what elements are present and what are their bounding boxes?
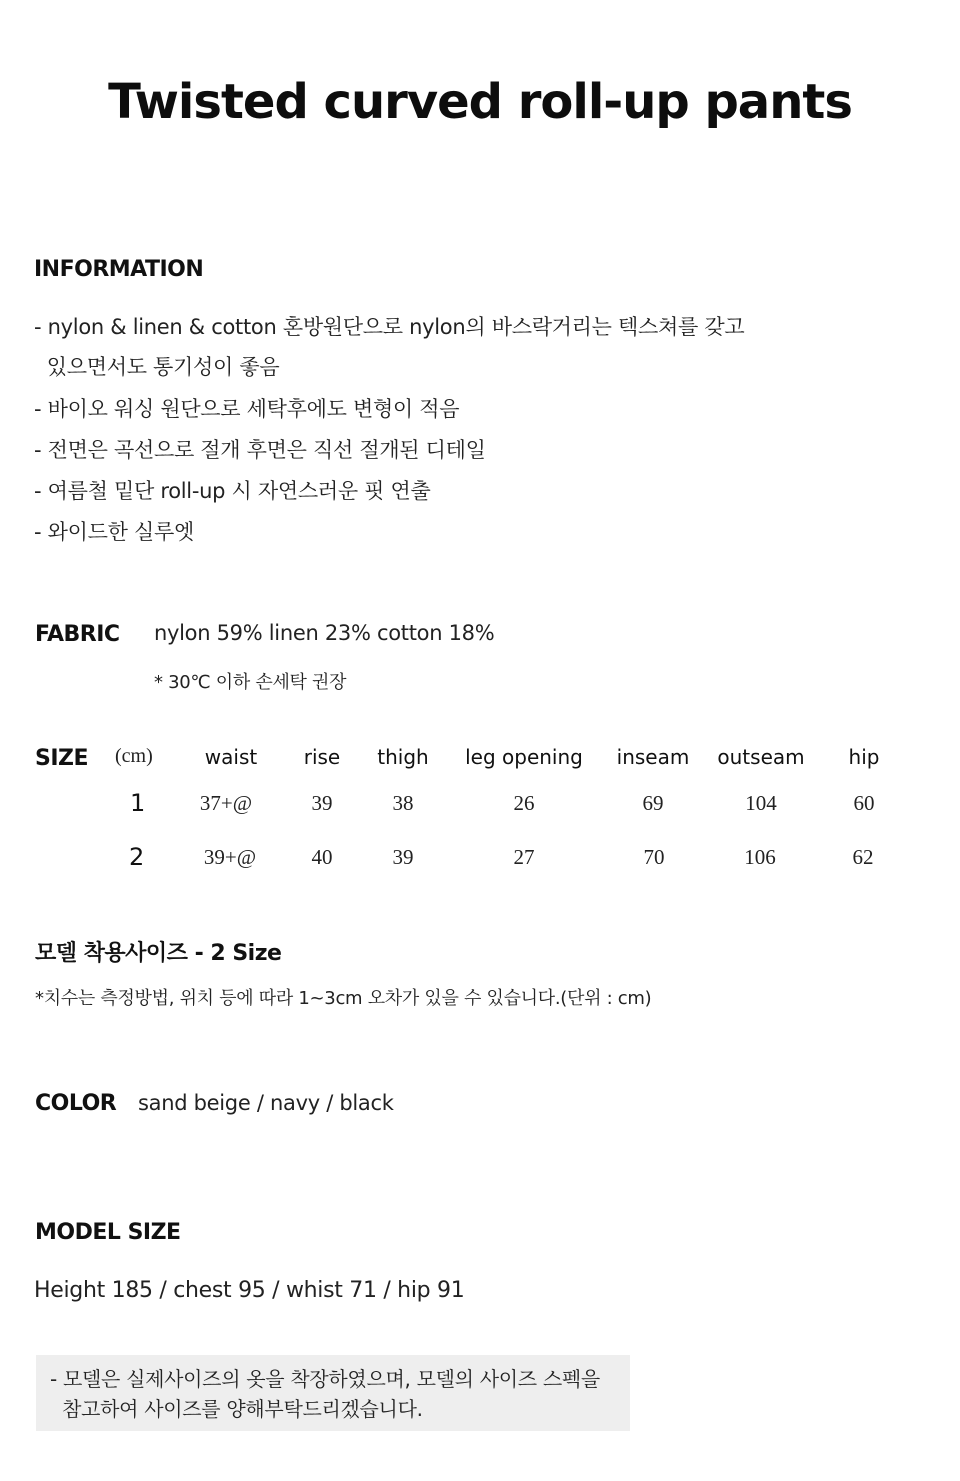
notice-box [36, 1355, 630, 1431]
table-cell: 40 [311, 845, 333, 869]
table-cell: 39+@ [203, 845, 257, 869]
product-title: Twisted curved roll-up pants [108, 74, 852, 130]
table-cell: 60 [853, 791, 875, 815]
table-cell: 38 [392, 791, 414, 815]
information-line: - nylon & linen & cotton 혼방원단으로 nylon의 바스락거리는 텍스쳐를 갖고 [34, 315, 745, 339]
table-cell: 27 [513, 845, 535, 869]
fabric-care-note: * 30℃ 이하 손세탁 권장 [154, 672, 347, 693]
information-line: 있으면서도 통기성이 좋음 [34, 355, 280, 379]
fabric-composition: nylon 59% linen 23% cotton 18% [154, 621, 495, 645]
column-header-leg-opening: leg opening [465, 745, 583, 769]
table-cell: 62 [852, 845, 874, 869]
table-cell: 37+@ [199, 791, 253, 815]
table-cell: 39 [311, 791, 333, 815]
color-heading: COLOR [35, 1091, 117, 1116]
model-size-heading: MODEL SIZE [35, 1220, 181, 1245]
column-header-hip: hip [848, 745, 880, 769]
column-header-outseam: outseam [717, 745, 805, 769]
fabric-heading: FABRIC [35, 622, 120, 647]
size-label: 1 [130, 789, 146, 817]
information-line: - 바이오 워싱 원단으로 세탁후에도 변형이 적음 [34, 397, 460, 421]
information-line: - 전면은 곡선으로 절개 후면은 직선 절개된 디테일 [34, 438, 486, 462]
notice-line: - 모델은 실제사이즈의 옷을 착장하였으며, 모델의 사이즈 스펙을 [50, 1367, 600, 1391]
model-size-specs: Height 185 / chest 95 / whist 71 / hip 91 [34, 1278, 465, 1303]
table-cell: 104 [745, 791, 777, 815]
information-line: - 여름철 밑단 roll-up 시 자연스러운 핏 연출 [34, 479, 431, 503]
column-header-thigh: thigh [377, 745, 429, 769]
column-header-rise: rise [303, 745, 341, 769]
measurement-note: *치수는 측정방법, 위치 등에 따라 1~3cm 오차가 있을 수 있습니다.(단위 : cm) [35, 988, 652, 1009]
size-label: 2 [129, 843, 145, 871]
column-header-waist: waist [204, 745, 258, 769]
table-cell: 70 [643, 845, 665, 869]
table-cell: 26 [513, 791, 535, 815]
size-heading: SIZE [35, 746, 89, 771]
model-fit-heading: 모델 착용사이즈 - 2 Size [35, 941, 282, 966]
size-unit: (cm) [115, 745, 153, 767]
information-line: - 와이드한 실루엣 [34, 520, 194, 544]
table-cell: 39 [392, 845, 414, 869]
color-options: sand beige / navy / black [138, 1091, 394, 1115]
notice-line: 참고하여 사이즈를 양해부탁드리겠습니다. [50, 1397, 423, 1421]
table-cell: 69 [642, 791, 664, 815]
table-cell: 106 [744, 845, 776, 869]
information-heading: INFORMATION [34, 257, 204, 282]
column-header-inseam: inseam [616, 745, 690, 769]
